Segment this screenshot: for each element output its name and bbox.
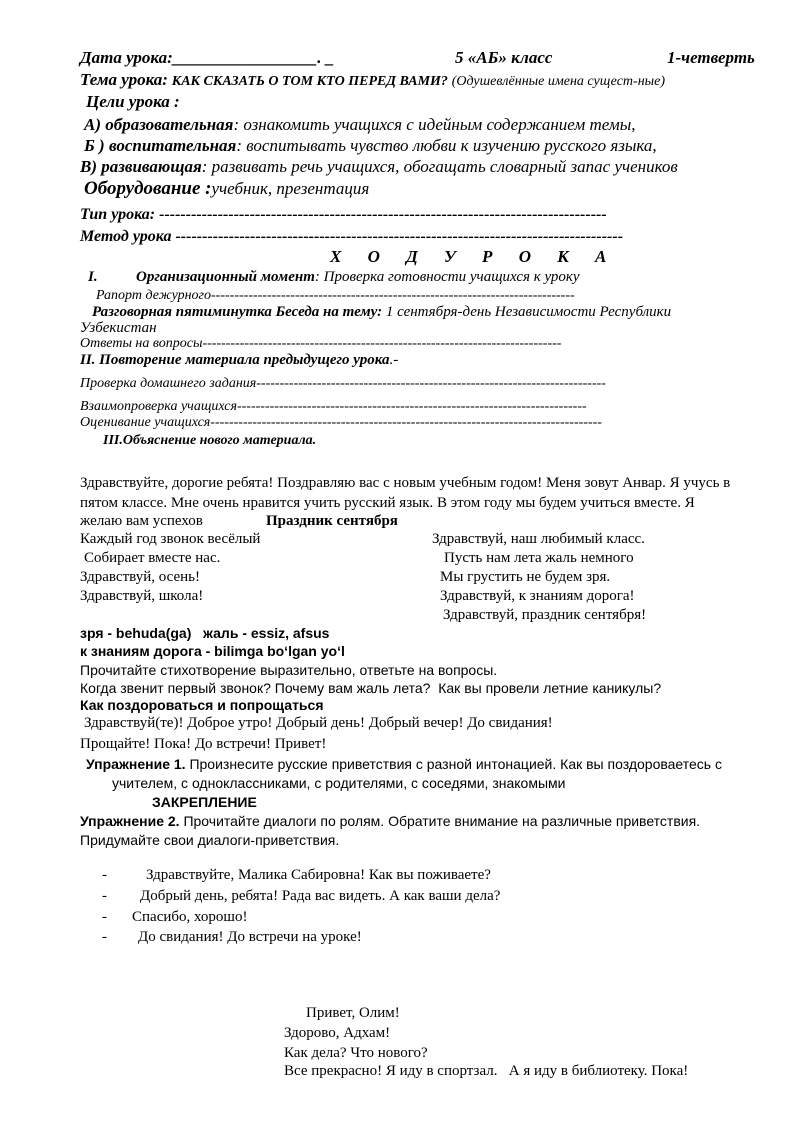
- exercise-2: [80, 812, 700, 830]
- goal-a-text: : ознакомить учащихся с идейным содержанием темы,: [233, 115, 636, 134]
- exercise-1: [86, 755, 722, 773]
- lesson-method: Метод урока ------------------------------------------------------------------------------------: [80, 228, 624, 245]
- lesson-type: Тип урока: ------------------------------------------------------------------------------------: [80, 206, 607, 223]
- poem-title: Праздник сентября: [266, 513, 398, 529]
- dialogue-1-line: - До свидания! До встречи на уроке!: [102, 929, 362, 945]
- poem-line: Собирает вместе нас.: [84, 550, 221, 566]
- poem-line: Каждый год звонок весёлый: [80, 531, 261, 547]
- warmup-text: 1 сентября-день Независимости Республики: [382, 304, 672, 320]
- section-1-label: Организационный момент: [136, 269, 315, 285]
- dialogue-2-line: Все прекрасно! Я иду в спортзал. А я иду в библиотеку. Пока!: [284, 1063, 689, 1079]
- answers-line: Ответы на вопросы-----------------------------------------------------------------------------: [80, 336, 562, 351]
- dialogue-1-text: До свидания! До встречи на уроке!: [138, 929, 362, 945]
- intro-line-2: пятом классе. Мне очень нравится учить русский язык. В этом году мы будем учиться вместе. Я: [80, 495, 695, 511]
- goal-b-text: : воспитывать чувство любви к изучению русского языка,: [236, 136, 657, 155]
- goal-b-label: Б ) воспитательная: [84, 136, 237, 155]
- goal-upbringing: [84, 137, 657, 155]
- topic-text: КАК СКАЗАТЬ О ТОМ КТО ПЕРЕД ВАМИ?: [171, 74, 448, 89]
- exercise-2-text: Прочитайте диалоги по ролям. Обратите внимание на различные приветствия.: [179, 813, 701, 829]
- section-3-title: III.Объяснение нового материала.: [103, 433, 317, 448]
- topic-note: (Одушевлённые имена сущест-ные): [451, 74, 665, 89]
- poem-line: Здравствуй, осень!: [80, 569, 200, 585]
- intro-line-1: Здравствуйте, дорогие ребята! Поздравляю вас с новым учебным годом! Меня зовут Анвар. Я учусь в: [80, 475, 731, 491]
- section-2: [80, 351, 398, 369]
- poem-line: Здравствуй, к знаниям дорога!: [440, 588, 635, 604]
- consolidation-title: ЗАКРЕПЛЕНИЕ: [152, 794, 257, 810]
- section-2-suffix: .-: [389, 352, 399, 368]
- goal-c-label: В) развивающая: [80, 157, 202, 176]
- poem-line: Мы грустить не будем зря.: [440, 569, 611, 585]
- exercise-2-label: Упражнение 2.: [80, 813, 180, 829]
- dialogue-2-line: Как дела? Что нового?: [284, 1045, 428, 1061]
- poem-line: Здравствуй, школа!: [80, 588, 204, 604]
- dialogue-1-text: Добрый день, ребята! Рада вас видеть. А как ваши дела?: [140, 888, 501, 904]
- goal-educational: [84, 116, 636, 134]
- poem-line: Здравствуй, наш любимый класс.: [432, 531, 645, 547]
- warmup: [92, 303, 671, 321]
- goal-c-text: : развивать речь учащихся, обогащать словарный запас учеников: [201, 157, 678, 176]
- equipment-text: учебник, презентация: [211, 179, 370, 198]
- dialogue-1-line: - Здравствуйте, Малика Сабировна! Как вы поживаете?: [102, 867, 491, 883]
- poem-line: Пусть нам лета жаль немного: [444, 550, 634, 566]
- vocab-line-1: зря - behuda(ga) жаль - essiz, afsus: [80, 625, 330, 641]
- exercise-1-label: Упражнение 1.: [86, 756, 186, 772]
- dialogue-2-line: Привет, Олим!: [306, 1005, 400, 1021]
- exercise-2-text-continued: Придумайте свои диалоги-приветствия.: [80, 832, 340, 848]
- poem-left-column: [80, 530, 260, 606]
- lesson-date: Дата урока:_________________. _: [80, 48, 335, 67]
- dialogue-1-text: Здравствуйте, Малика Сабировна! Как вы поживаете?: [146, 867, 491, 883]
- section-1-number: I.: [88, 269, 98, 285]
- topic-label: Тема урока:: [80, 70, 168, 89]
- quarter-label: 1-четверть: [667, 48, 755, 67]
- task-read-poem: Прочитайте стихотворение выразительно, ответьте на вопросы.: [80, 662, 498, 678]
- homework-check: Проверка домашнего задания---------------------------------------------------------------------------: [80, 376, 606, 391]
- warmup-text-continued: Узбекистан: [80, 320, 157, 336]
- poem-line: Здравствуй, праздник сентября!: [443, 607, 647, 623]
- goal-a-label: А) образовательная: [84, 115, 234, 134]
- dialogue-1-line: - Спасибо, хорошо!: [102, 909, 248, 925]
- student-grading: Оценивание учащихся------------------------------------------------------------------------------------: [80, 415, 602, 430]
- greetings-line-2: Прощайте! Пока! До встречи! Привет!: [80, 736, 327, 752]
- duty-report: Рапорт дежурного------------------------------------------------------------------------------: [96, 288, 575, 303]
- intro-line-3: желаю вам успехов: [80, 513, 203, 529]
- class-label: 5 «АБ» класс: [455, 48, 553, 67]
- lesson-course-title: Х О Д У Р О К А: [330, 247, 611, 266]
- dialogue-1-line: - Добрый день, ребята! Рада вас видеть. А как ваши дела?: [102, 888, 501, 904]
- vocab-line-2: к знаниям дорога - bilimga boʻlgan yoʻl: [80, 643, 345, 659]
- greet-title: Как поздороваться и попрощаться: [80, 697, 324, 713]
- task-questions: Когда звенит первый звонок? Почему вам жаль лета? Как вы провели летние каникулы?: [80, 680, 662, 696]
- goals-title: Цели урока :: [86, 92, 180, 111]
- section-1-text: : Проверка готовности учащихся к уроку: [314, 269, 580, 285]
- equipment-label: Оборудование :: [84, 178, 212, 199]
- exercise-1-text: Произнесите русские приветствия с разной интонацией. Как вы поздороваетесь с: [185, 756, 722, 772]
- section-1: [88, 268, 580, 286]
- exercise-1-text-continued: учителем, с одноклассниками, с родителями, с соседями, знакомыми: [112, 775, 566, 791]
- dialogue-2-line: Здорово, Адхам!: [284, 1025, 391, 1041]
- peer-check: Взаимопроверка учащихся---------------------------------------------------------------------------: [80, 399, 587, 414]
- equipment: [84, 180, 369, 199]
- dialogue-1-text: Спасибо, хорошо!: [132, 909, 248, 925]
- section-2-title: II. Повторение материала предыдущего урока: [80, 352, 390, 368]
- lesson-topic: [80, 71, 665, 91]
- goal-developmental: [80, 158, 678, 176]
- warmup-label: Разговорная пятиминутка Беседа на тему:: [92, 304, 383, 320]
- greetings-line-1: Здравствуй(те)! Доброе утро! Добрый день! Добрый вечер! До свидания!: [84, 715, 553, 731]
- poem-right-column: [432, 530, 645, 625]
